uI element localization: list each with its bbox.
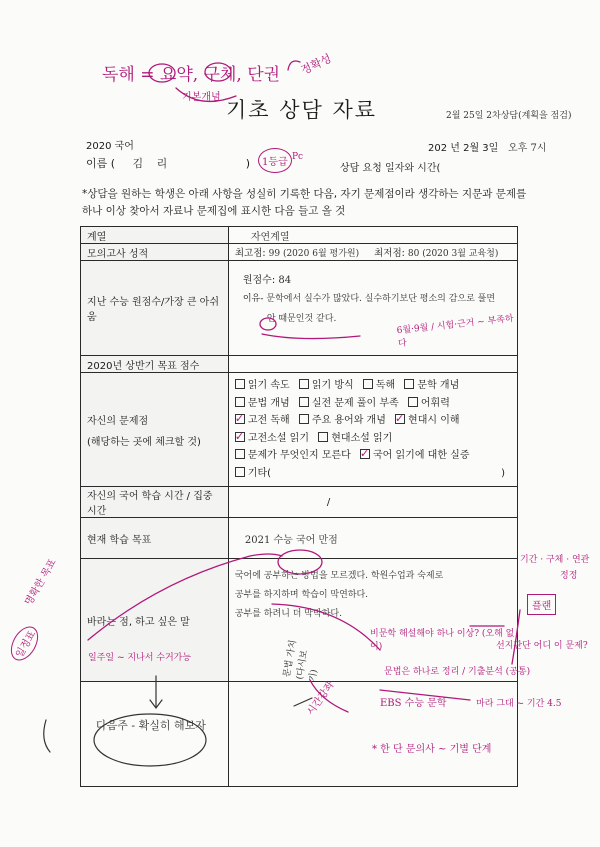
best-score: 99 (2020 6월 평가원) — [268, 249, 360, 259]
ink-arrow-right — [272, 604, 380, 650]
check-classic-novel[interactable]: ✓고전소설 읽기 — [235, 430, 309, 448]
check-comprehension[interactable]: 독해 — [363, 377, 395, 395]
ink-vertical-right — [512, 610, 520, 664]
ink-underline-reason — [262, 334, 360, 339]
name-label: 이름 ( — [86, 157, 116, 170]
ink-circle-reason — [260, 318, 276, 330]
reason-note: 6월·9월 / 시험·근거 ~ 부족하다 — [396, 314, 514, 350]
ink-arrow-down — [150, 676, 162, 708]
check-other[interactable]: 기타( ) — [235, 465, 505, 483]
check-grammar-concepts[interactable]: 문법 개념 — [235, 395, 290, 413]
track-label: 계열 — [81, 227, 229, 244]
annotation-question-stage: * 한 단 문의사 ~ 기별 단계 — [372, 744, 492, 755]
check-practice-problems[interactable]: 실전 문제 풀이 부족 — [299, 395, 399, 413]
best-label: 최고점: — [234, 248, 266, 259]
annotation-reading: 독해 = 요약, 구체, 단권 — [102, 65, 281, 85]
annotation-one-week: 일주일 ~ 지나서 수거가능 — [88, 653, 192, 663]
grade-badge: 1등급 — [258, 148, 292, 173]
name-value: 김 리 — [132, 157, 173, 170]
mock-label: 모의고사 성적 — [81, 244, 229, 261]
year-subject: 2020 국어 — [86, 141, 134, 152]
track-value: 자연계열 — [250, 231, 290, 243]
check-unknown-problem[interactable]: 문제가 무엇인지 모른다 — [235, 447, 351, 465]
grade-badge-note: Pc — [292, 152, 304, 162]
annotation-second-session: 2월 25일 2차상담(계획을 점검) — [446, 111, 572, 121]
check-reading-method[interactable]: 읽기 방식 — [299, 377, 354, 395]
ink-circle-next-week — [94, 714, 206, 766]
request-label: 상담 요청 일자와 시간( — [340, 163, 441, 174]
worst-score: 80 (2020 3월 교육청) — [407, 249, 499, 259]
request-date: 202 년 2월 3일 — [428, 143, 499, 154]
annotation-ebs: EBS 수능 문학 — [380, 698, 447, 709]
annotation-grammar-summary: 문법은 하나로 정리 / 기출분석 (공통) — [384, 667, 531, 677]
current-goal-label: 현재 학습 목표 — [81, 518, 229, 559]
annotation-nonliterature: 비문학 해설해야 하나 이상? (오해 없이) — [370, 629, 515, 652]
wish-line-3: 공부를 하려니 더 막막하다. — [234, 609, 342, 619]
annotation-next-week: 다음주 - 확실히 해보자 — [96, 719, 206, 732]
check-key-terms[interactable]: 주요 용어와 개념 — [299, 412, 386, 430]
check-classic-reading[interactable]: ✓고전 독해 — [235, 412, 290, 430]
ink-arrow-method — [88, 554, 282, 640]
check-reading-speed[interactable]: 읽기 속도 — [235, 377, 290, 395]
annotation-basics: 기본개념 — [182, 92, 221, 103]
ink-plus-mark — [294, 698, 312, 706]
check-reading-fatigue[interactable]: ✓ 국어 읽기에 대한 실증 — [360, 447, 469, 465]
ink-circle-method — [278, 550, 322, 574]
ink-stroke-mid — [310, 680, 348, 712]
annotation-lecture: 시간강좌 — [305, 679, 337, 718]
wish-line-1: 국어에 공부하는 방법을 모르겠다. 학원수업과 숙제로 — [234, 571, 444, 581]
annotation-schedule: 일정표 — [5, 622, 43, 666]
annotation-choice-judgement: 선지판단 어디 이 문제? — [496, 641, 588, 651]
annotation-grammar-value: 문법 가치 (다시보기) — [282, 639, 320, 683]
ink-circle-concrete — [149, 64, 175, 82]
request-time: 오후 7시 — [508, 143, 547, 154]
ink-line-ebs — [380, 690, 470, 700]
study-time-value: / — [326, 496, 331, 508]
check-modern-novel[interactable]: 현대소설 읽기 — [318, 430, 392, 448]
annotation-correction: 정정 — [560, 571, 578, 581]
annotation-period-specific: 기간 · 구체 · 연관 — [520, 555, 590, 565]
score-label: 원점수: — [242, 275, 276, 286]
page-title: 기초 상담 자료 — [226, 98, 378, 122]
annotation-clear-goal: 명확한 목표 — [23, 557, 59, 608]
check-vocabulary[interactable]: 어휘력 — [408, 395, 450, 413]
reason-line-2: 안 때문인것 같다. — [266, 314, 337, 324]
worst-label: 최저점: — [374, 248, 405, 259]
reason-line-1: 문학에서 실수가 많았다. 실수하기보단 평소의 감으로 풀면 — [266, 294, 496, 304]
study-time-label: 자신의 국어 학습 시간 / 집중 시간 — [81, 487, 229, 518]
goal-score-label: 2020년 상반기 목표 점수 — [81, 356, 229, 373]
problems-label: 자신의 문제점 — [87, 415, 149, 427]
ink-bracket-top — [288, 61, 300, 70]
annotation-period: 마라 그대 ~ 기간 4.5 — [476, 699, 562, 709]
score-value: 84 — [278, 275, 292, 286]
wish-line-2: 공부를 하지하며 학습이 막연하다. — [234, 590, 369, 600]
current-goal-value: 2021 수능 국어 만점 — [244, 534, 338, 546]
annotation-accuracy: 정확성 — [298, 51, 334, 78]
ink-underline-basics — [176, 88, 236, 101]
wishes-label: 바라는 점, 하고 싶은 말 — [81, 559, 229, 682]
ink-circle-single — [205, 63, 231, 81]
check-literature-concepts[interactable]: 문학 개념 — [404, 377, 459, 395]
problems-sublabel: (해당하는 곳에 체크할 것) — [87, 436, 201, 448]
suneung-label: 지난 수능 원점수/가장 큰 아쉬움 — [81, 261, 229, 356]
instructions: *상담을 원하는 학생은 아래 사항을 성실히 기록한 다음, 자기 문제점이라 생각하는 지문과 문제를 하나 이상 찾아서 자료나 문제집에 표시한 다음 들고 올 것 — [82, 188, 527, 217]
ink-margin-stroke — [44, 720, 50, 752]
annotation-plan: 플랜 — [527, 594, 556, 615]
check-modern-poetry[interactable]: ✓ 현대시 이해 — [395, 412, 459, 430]
name-close: ) — [245, 157, 251, 170]
reason-label: 이유- — [242, 294, 264, 304]
